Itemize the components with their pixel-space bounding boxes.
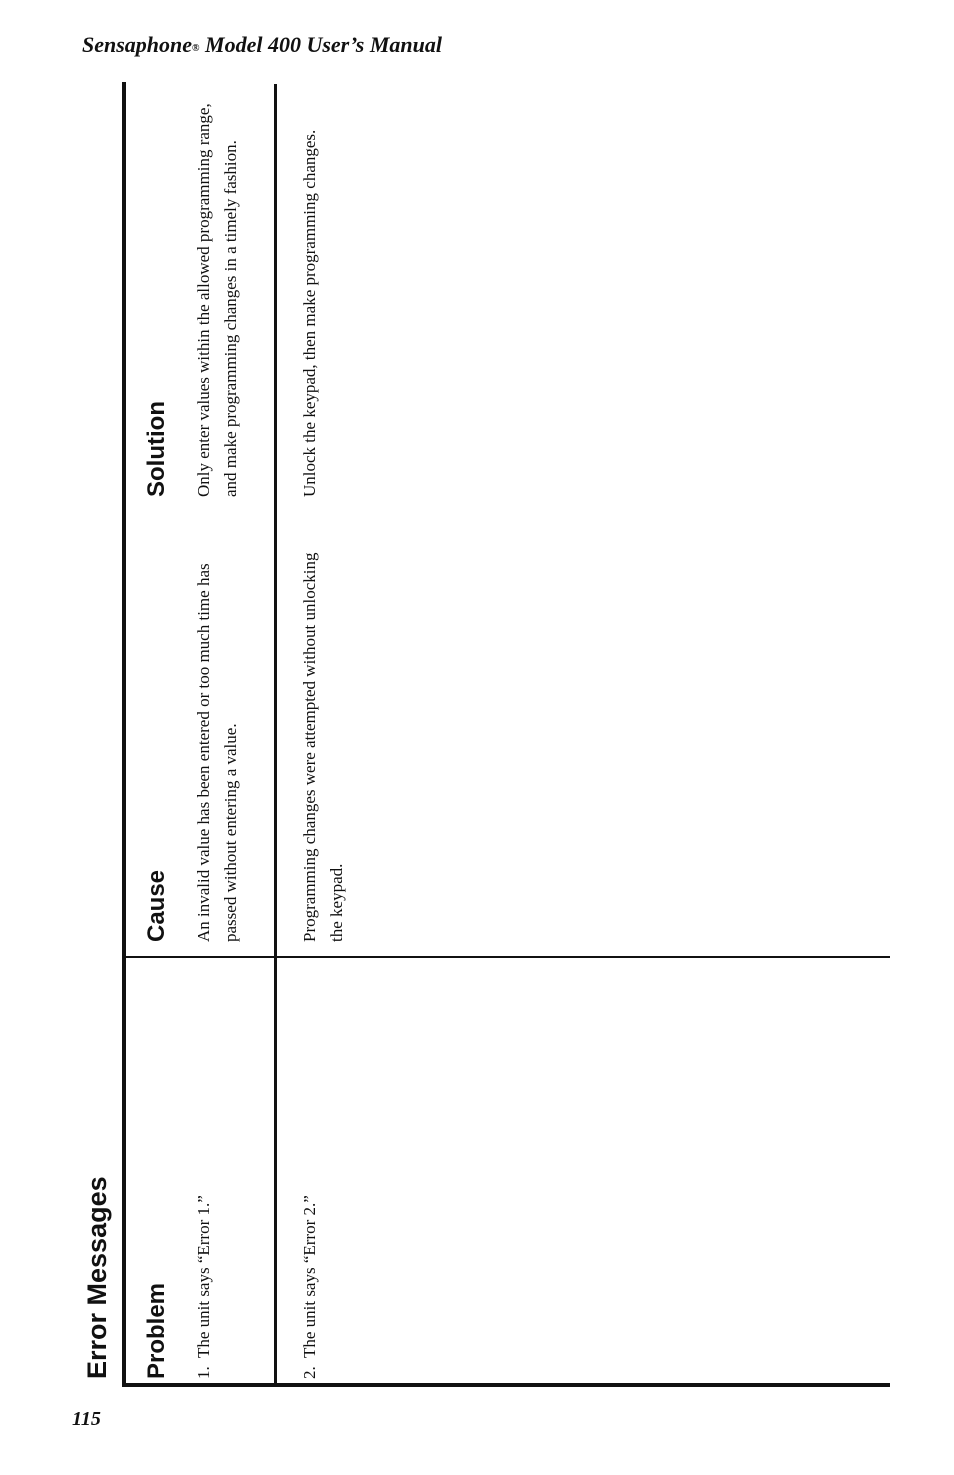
row-1-cause: An invalid value has been entered or too much time has passed without entering a value.: [194, 563, 240, 942]
row-2-solution: Unlock the keypad, then make programming changes.: [300, 129, 319, 497]
column-header-problem: Problem: [143, 1282, 170, 1379]
column-header-cause: Cause: [143, 869, 170, 942]
column-divider: [122, 956, 890, 958]
row-1-problem: 1. The unit says “Error 1.”: [194, 1195, 213, 1379]
table-top-rule: [122, 82, 126, 1387]
row-2-cause: Programming changes were attempted without unlocking the keypad.: [300, 552, 346, 942]
section-title: Error Messages: [82, 1176, 112, 1379]
column-header-solution: Solution: [143, 401, 170, 497]
registered-mark: ®: [192, 43, 200, 54]
header-brand: Sensaphone: [82, 32, 193, 57]
running-header: [82, 32, 442, 58]
row-1-solution: Only enter values within the allowed programming range, and make programming changes in a timely fashion.: [194, 103, 240, 497]
row-divider: [274, 84, 277, 1387]
row-2-problem: 2. The unit says “Error 2.”: [300, 1195, 319, 1379]
error-messages-section: [80, 87, 890, 1387]
page-number: 115: [72, 1408, 101, 1430]
table-left-rule: [122, 1383, 890, 1387]
header-title: Model 400 User’s Manual: [199, 32, 442, 57]
